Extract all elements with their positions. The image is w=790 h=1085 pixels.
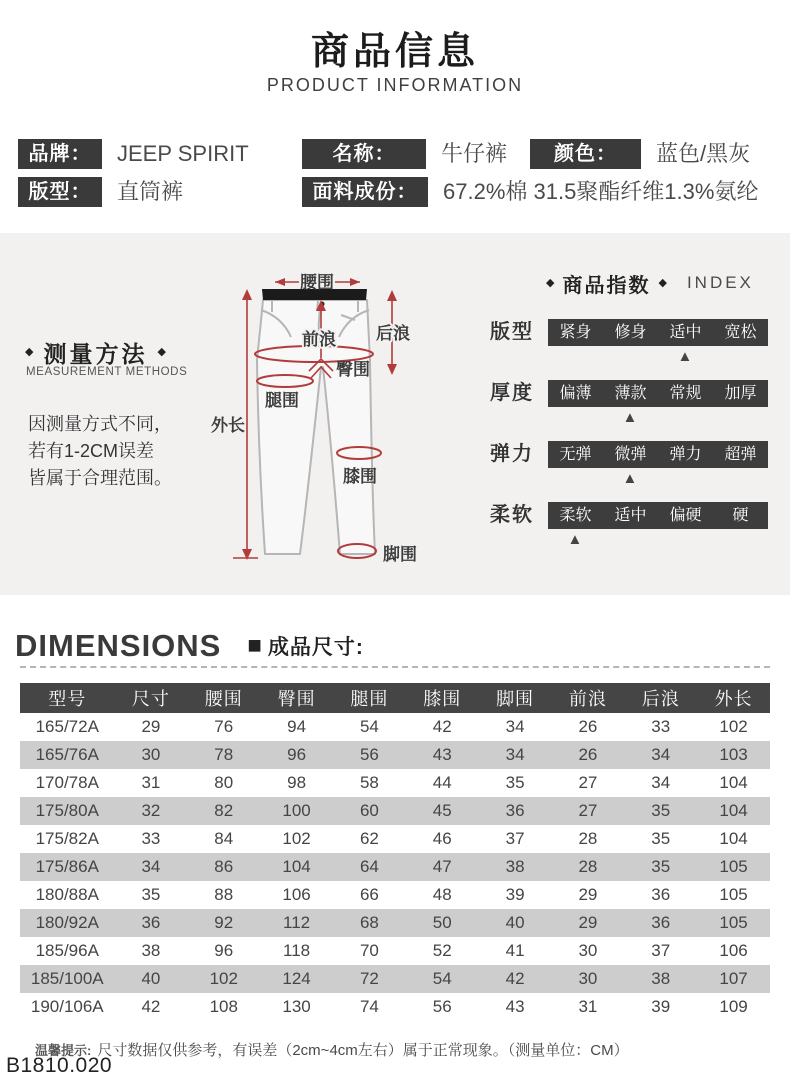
table-cell: 70 xyxy=(359,941,379,960)
table-cell: 42 xyxy=(141,997,161,1016)
index-bar xyxy=(548,380,768,407)
table-cell: 47 xyxy=(432,857,452,876)
table-cell: 88 xyxy=(214,885,234,904)
table-cell: 105 xyxy=(719,913,748,932)
table-cell: 165/72A xyxy=(35,717,99,736)
table-cell: 42 xyxy=(505,969,525,988)
dimensions-title-cn: 成品尺寸: xyxy=(267,636,364,659)
table-cell: 28 xyxy=(578,829,598,848)
measurement-section xyxy=(0,233,790,595)
table-cell: 82 xyxy=(214,801,234,820)
index-option: 柔软 xyxy=(559,507,592,524)
attribute-item xyxy=(302,177,758,207)
page-title: 商品信息 xyxy=(310,31,479,73)
table-cell: 190/106A xyxy=(30,997,104,1016)
table-cell: 32 xyxy=(141,801,161,820)
table-cell: 27 xyxy=(578,801,598,820)
index-row-label: 版型 xyxy=(490,321,534,343)
table-cell: 107 xyxy=(719,969,748,988)
table-cell: 62 xyxy=(359,829,379,848)
table-cell: 29 xyxy=(141,717,161,736)
table-row xyxy=(20,993,770,1021)
table-cell: 170/78A xyxy=(35,773,99,792)
table-cell: 42 xyxy=(432,717,452,736)
table-cell: 64 xyxy=(359,857,379,876)
size-table-header-cell: 后浪 xyxy=(624,683,697,713)
size-table-header-cell: 腰围 xyxy=(187,683,260,713)
table-cell: 180/88A xyxy=(35,885,99,904)
dimensions-heading xyxy=(15,628,364,664)
size-table-header-cell: 尺寸 xyxy=(115,683,188,713)
table-cell: 39 xyxy=(505,885,525,904)
attribute-value: 67.2%棉 31.5聚酯纤维1.3%氨纶 xyxy=(443,179,759,204)
attribute-item xyxy=(530,139,750,169)
attribute-label-chip: 名称： xyxy=(302,139,426,169)
table-cell: 106 xyxy=(719,941,748,960)
attribute-value: 蓝色/黑灰 xyxy=(656,141,751,166)
table-cell: 78 xyxy=(214,745,234,764)
table-cell: 109 xyxy=(719,997,748,1016)
table-cell: 84 xyxy=(214,829,234,848)
table-cell: 105 xyxy=(719,885,748,904)
table-cell: 34 xyxy=(505,717,525,736)
table-cell: 175/86A xyxy=(35,857,99,876)
table-cell: 104 xyxy=(282,857,311,876)
attribute-item xyxy=(18,177,183,207)
table-cell: 41 xyxy=(505,941,525,960)
table-cell: 104 xyxy=(719,773,748,792)
table-cell: 30 xyxy=(141,745,161,764)
footnote xyxy=(35,1039,629,1060)
table-cell: 36 xyxy=(651,913,671,932)
table-cell: 96 xyxy=(214,941,234,960)
hip-label: 臀围 xyxy=(336,360,370,379)
attribute-value: 牛仔裤 xyxy=(441,141,508,166)
size-table-header-cell: 脚围 xyxy=(479,683,552,713)
table-cell: 106 xyxy=(282,885,311,904)
index-option: 紧身 xyxy=(559,324,592,341)
attribute-row xyxy=(0,177,790,211)
measurement-note xyxy=(28,411,172,492)
diamond-icon: ◆ xyxy=(25,346,34,358)
diamond-icon: ◆ xyxy=(157,346,166,358)
table-cell: 30 xyxy=(578,941,598,960)
measurement-note-line: 若有1-2CM误差 xyxy=(28,441,155,461)
dimensions-title-en: DIMENSIONS xyxy=(15,628,222,663)
thigh-label: 腿围 xyxy=(265,391,299,410)
index-option: 适中 xyxy=(669,324,702,341)
table-cell: 48 xyxy=(432,885,452,904)
table-cell: 40 xyxy=(505,913,525,932)
table-cell: 74 xyxy=(359,997,379,1016)
index-rows xyxy=(470,319,790,549)
table-cell: 30 xyxy=(578,969,598,988)
table-cell: 56 xyxy=(432,997,452,1016)
index-bar xyxy=(548,502,768,529)
outer-length-label: 外长 xyxy=(211,416,245,435)
attribute-row xyxy=(0,139,790,173)
table-cell: 80 xyxy=(214,773,234,792)
table-cell: 35 xyxy=(651,829,671,848)
table-cell: 185/96A xyxy=(35,941,99,960)
table-cell: 130 xyxy=(282,997,311,1016)
table-row xyxy=(20,909,770,937)
table-cell: 54 xyxy=(359,717,379,736)
product-code: B1810.020 xyxy=(6,1054,113,1077)
attribute-value: 直筒裤 xyxy=(117,179,184,204)
footnote-prefix: 温馨提示: xyxy=(35,1043,92,1058)
measurement-note-line: 皆属于合理范围。 xyxy=(28,468,172,488)
index-bar xyxy=(548,319,768,346)
table-cell: 26 xyxy=(578,745,598,764)
index-row-label: 弹力 xyxy=(490,443,534,465)
index-option: 弹力 xyxy=(669,446,702,463)
table-cell: 96 xyxy=(287,745,307,764)
table-cell: 60 xyxy=(359,801,379,820)
table-cell: 38 xyxy=(651,969,671,988)
index-option: 修身 xyxy=(614,324,647,341)
table-cell: 36 xyxy=(141,913,161,932)
index-heading xyxy=(546,270,790,296)
index-option: 宽松 xyxy=(724,324,757,341)
index-row-label: 柔软 xyxy=(490,504,534,526)
table-row xyxy=(20,881,770,909)
table-row xyxy=(20,797,770,825)
attribute-label-chip: 版型： xyxy=(18,177,102,207)
table-cell: 45 xyxy=(432,801,452,820)
table-cell: 105 xyxy=(719,857,748,876)
table-cell: 29 xyxy=(578,913,598,932)
triangle-marker: ▲ xyxy=(567,531,583,548)
table-row xyxy=(20,741,770,769)
size-table-header-cell: 前浪 xyxy=(551,683,624,713)
table-row xyxy=(20,713,770,741)
table-cell: 66 xyxy=(359,885,379,904)
table-cell: 52 xyxy=(432,941,452,960)
index-row-label: 厚度 xyxy=(490,382,534,404)
index-row xyxy=(470,441,790,488)
index-option: 偏薄 xyxy=(559,385,592,402)
table-cell: 29 xyxy=(578,885,598,904)
index-row xyxy=(470,319,790,366)
table-cell: 165/76A xyxy=(35,745,99,764)
table-cell: 33 xyxy=(651,717,671,736)
knee-label: 膝围 xyxy=(343,467,377,486)
table-cell: 46 xyxy=(432,829,452,848)
triangle-marker: ▲ xyxy=(622,409,638,426)
size-table xyxy=(20,683,770,1021)
table-cell: 26 xyxy=(578,717,598,736)
index-option: 适中 xyxy=(614,507,647,524)
attribute-label-chip: 颜色： xyxy=(530,139,641,169)
table-row xyxy=(20,825,770,853)
table-cell: 43 xyxy=(432,745,452,764)
table-cell: 102 xyxy=(719,717,748,736)
table-cell: 38 xyxy=(141,941,161,960)
index-heading-text: 商品指数 xyxy=(562,274,651,297)
footnote-text: 尺寸数据仅供参考，有误差（2cm~4cm左右）属于正常现象。（测量单位：CM） xyxy=(97,1042,629,1059)
table-cell: 31 xyxy=(141,773,161,792)
size-table-header-cell: 腿围 xyxy=(333,683,406,713)
index-option: 硬 xyxy=(732,507,749,524)
table-cell: 100 xyxy=(282,801,311,820)
table-cell: 104 xyxy=(719,829,748,848)
table-cell: 56 xyxy=(359,745,379,764)
table-cell: 39 xyxy=(651,997,671,1016)
index-option: 超弹 xyxy=(724,446,757,463)
index-bar xyxy=(548,441,768,468)
waist-label: 腰围 xyxy=(300,273,334,292)
table-cell: 37 xyxy=(505,829,525,848)
table-cell: 72 xyxy=(359,969,379,988)
index-option: 常规 xyxy=(669,385,702,402)
table-cell: 58 xyxy=(359,773,379,792)
size-table-header-cell: 型号 xyxy=(20,683,115,713)
index-panel xyxy=(470,270,790,563)
ankle-label: 脚围 xyxy=(383,545,417,564)
attribute-label-chip: 品牌： xyxy=(18,139,102,169)
table-cell: 35 xyxy=(651,801,671,820)
triangle-marker: ▲ xyxy=(677,348,693,365)
index-option: 无弹 xyxy=(559,446,592,463)
table-cell: 86 xyxy=(214,857,234,876)
back-rise-label: 后浪 xyxy=(376,324,410,343)
table-cell: 38 xyxy=(505,857,525,876)
table-cell: 35 xyxy=(505,773,525,792)
table-cell: 40 xyxy=(141,969,161,988)
table-cell: 34 xyxy=(505,745,525,764)
table-cell: 36 xyxy=(505,801,525,820)
attribute-value: JEEP SPIRIT xyxy=(117,141,249,166)
table-cell: 31 xyxy=(578,997,598,1016)
index-option: 偏硬 xyxy=(669,507,702,524)
table-cell: 34 xyxy=(141,857,161,876)
table-cell: 36 xyxy=(651,885,671,904)
index-option: 薄款 xyxy=(614,385,647,402)
table-cell: 103 xyxy=(719,745,748,764)
table-cell: 102 xyxy=(282,829,311,848)
measurement-heading-text: 测量方法 xyxy=(43,341,148,367)
table-row xyxy=(20,853,770,881)
table-cell: 43 xyxy=(505,997,525,1016)
table-cell: 35 xyxy=(651,857,671,876)
table-cell: 50 xyxy=(432,913,452,932)
table-cell: 92 xyxy=(214,913,234,932)
table-cell: 34 xyxy=(651,745,671,764)
square-icon: ■ xyxy=(247,632,262,659)
index-row xyxy=(470,380,790,427)
diamond-icon: ◆ xyxy=(546,276,555,289)
index-option: 微弹 xyxy=(614,446,647,463)
table-cell: 34 xyxy=(651,773,671,792)
index-heading-en: INDEX xyxy=(686,273,754,292)
attribute-label-chip: 面料成份： xyxy=(302,177,428,207)
table-row xyxy=(20,769,770,797)
table-row xyxy=(20,937,770,965)
table-cell: 124 xyxy=(282,969,311,988)
measurement-heading xyxy=(25,336,166,369)
attribute-item xyxy=(18,139,249,169)
table-cell: 76 xyxy=(214,717,234,736)
table-cell: 44 xyxy=(432,773,452,792)
table-cell: 185/100A xyxy=(30,969,104,988)
table-cell: 98 xyxy=(287,773,307,792)
measurement-note-line: 因测量方式不同， xyxy=(28,414,172,434)
table-cell: 28 xyxy=(578,857,598,876)
size-table-header-cell: 外长 xyxy=(697,683,770,713)
table-cell: 118 xyxy=(283,941,311,960)
attribute-item xyxy=(302,139,507,169)
table-cell: 175/82A xyxy=(35,829,99,848)
table-cell: 68 xyxy=(359,913,379,932)
table-cell: 175/80A xyxy=(35,801,99,820)
triangle-marker: ▲ xyxy=(622,470,638,487)
table-cell: 37 xyxy=(651,941,671,960)
page-subtitle: PRODUCT INFORMATION xyxy=(266,75,524,95)
table-cell: 180/92A xyxy=(35,913,99,932)
table-cell: 27 xyxy=(578,773,598,792)
diamond-icon: ◆ xyxy=(658,276,667,289)
table-cell: 102 xyxy=(209,969,238,988)
size-table-header-cell: 臀围 xyxy=(260,683,333,713)
table-cell: 35 xyxy=(141,885,161,904)
size-table-header-cell: 膝围 xyxy=(406,683,479,713)
table-row xyxy=(20,965,770,993)
front-rise-label: 前浪 xyxy=(302,330,336,349)
measurement-heading-en: MEASUREMENT METHODS xyxy=(26,366,188,378)
index-option: 加厚 xyxy=(724,385,757,402)
table-cell: 104 xyxy=(719,801,748,820)
index-row xyxy=(470,502,790,549)
table-cell: 112 xyxy=(283,913,311,932)
table-cell: 94 xyxy=(287,717,307,736)
table-cell: 33 xyxy=(141,829,161,848)
divider xyxy=(20,666,770,668)
table-cell: 108 xyxy=(209,997,238,1016)
table-cell: 54 xyxy=(432,969,452,988)
